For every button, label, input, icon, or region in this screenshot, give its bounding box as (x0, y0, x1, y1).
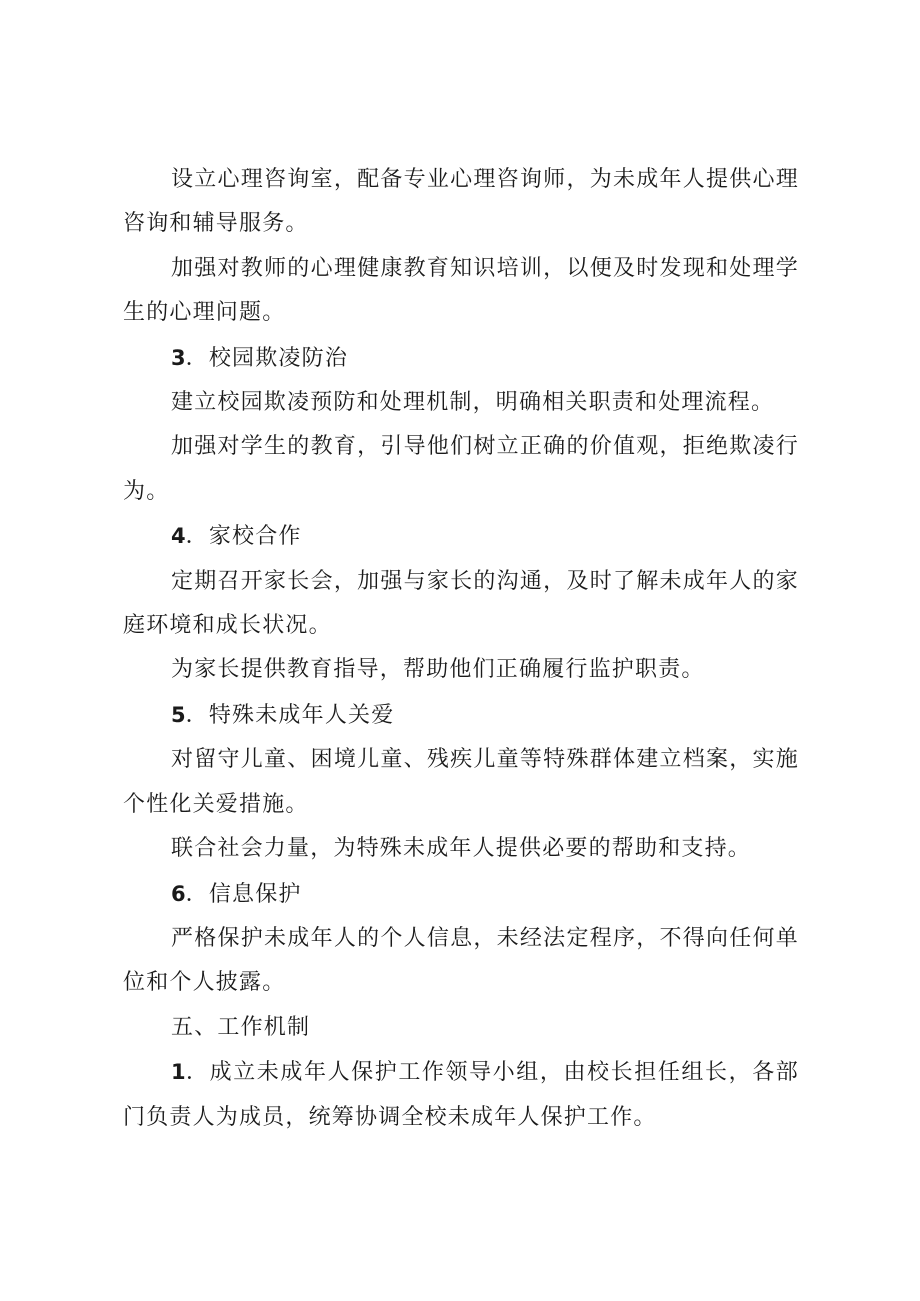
section-number-separator: ． (185, 345, 209, 371)
section-heading-home-school (123, 514, 799, 559)
section-title: 家校合作 (208, 524, 302, 550)
paragraph-social-support: 联合社会力量，为特殊未成年人提供必要的帮助和支持。 (171, 836, 752, 862)
item-number-separator: ． (185, 1060, 210, 1086)
paragraph-counseling-room: 设立心理咨询室，配备专业心理咨询师，为未成年人提供心理咨询和辅导服务。 (123, 167, 799, 237)
chapter-heading-work-mechanism: 五、工作机制 (171, 1014, 311, 1040)
paragraph-leading-group (123, 1050, 799, 1140)
section-title: 信息保护 (208, 881, 302, 907)
paragraph-teacher-training: 加强对教师的心理健康教育知识培训，以便及时发现和处理学生的心理问题。 (123, 255, 799, 326)
item-number: 1 (171, 1060, 186, 1085)
section-number: 3 (171, 345, 186, 370)
section-number-separator: ． (185, 702, 209, 728)
paragraph-personal-info: 严格保护未成年人的个人信息，未经法定程序，不得向任何单位和个人披露。 (123, 925, 799, 996)
item-text: 成立未成年人保护工作领导小组，由校长担任组长，各部门负责人为成员，统筹协调全校未成年人保护工作。 (123, 1060, 799, 1130)
paragraph-student-education: 加强对学生的教育，引导他们树立正确的价值观，拒绝欺凌行为。 (123, 434, 799, 504)
paragraph-bullying-mechanism: 建立校园欺凌预防和处理机制，明确相关职责和处理流程。 (171, 390, 775, 416)
paragraph-parent-guidance: 为家长提供教育指导，帮助他们正确履行监护职责。 (171, 657, 705, 683)
section-number-separator: ． (185, 881, 209, 907)
paragraph-parent-meetings: 定期召开家长会，加强与家长的沟通，及时了解未成年人的家庭环境和成长状况。 (123, 568, 799, 639)
section-number-separator: ． (185, 524, 209, 550)
section-heading-special-care (123, 693, 799, 738)
section-number: 5 (171, 702, 186, 727)
section-number: 6 (171, 881, 186, 906)
document-body (123, 158, 799, 1140)
section-number: 4 (171, 524, 186, 549)
paragraph-special-groups: 对留守儿童、困境儿童、残疾儿童等特殊群体建立档案，实施个性化关爱措施。 (123, 747, 799, 817)
section-heading-bullying (123, 336, 799, 381)
section-title: 校园欺凌防治 (208, 345, 349, 371)
section-heading-info-protection (123, 872, 799, 917)
section-title: 特殊未成年人关爱 (208, 702, 395, 728)
